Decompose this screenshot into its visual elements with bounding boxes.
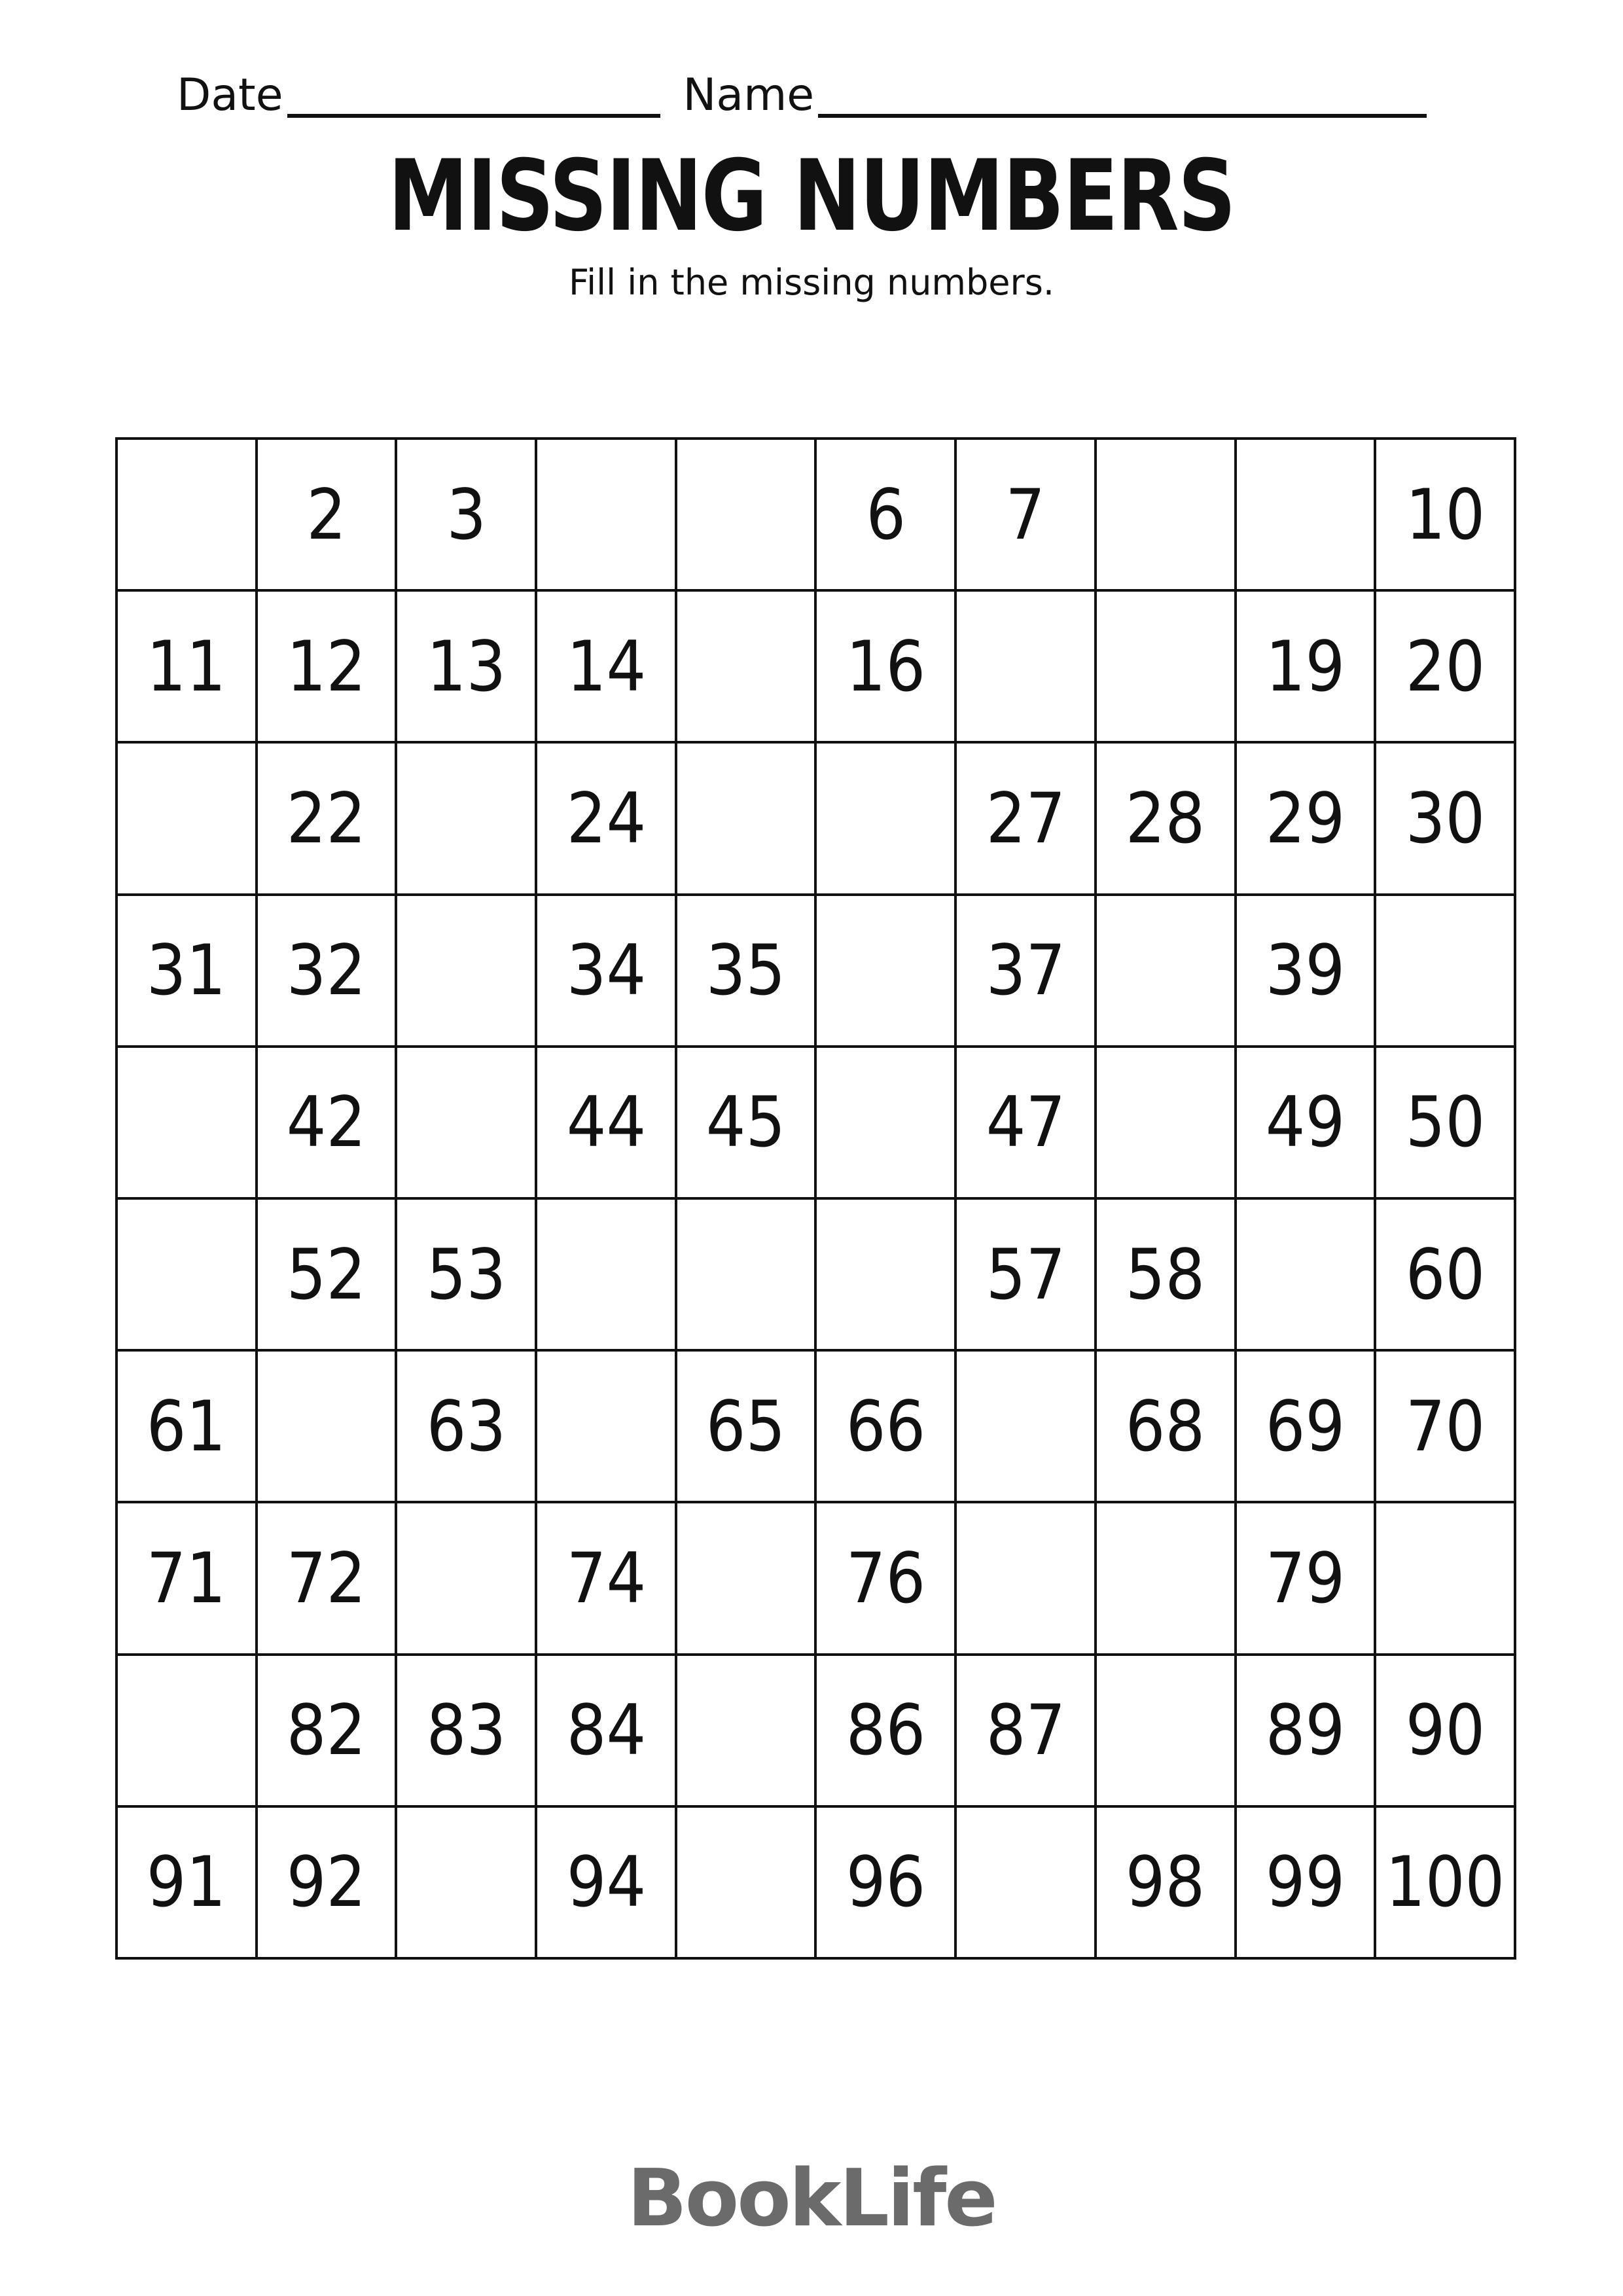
blank-number-cell[interactable] [1097,1503,1237,1655]
number-cell [118,1808,258,1960]
cell-number: 60 [1405,1234,1485,1315]
number-cell [817,592,957,744]
blank-number-cell[interactable] [1097,440,1237,592]
number-cell [1376,744,1516,895]
number-cell [677,896,817,1048]
number-cell [258,1200,398,1352]
number-cell [1237,1656,1377,1808]
cell-number: 47 [986,1082,1065,1163]
blank-number-cell[interactable] [677,744,817,895]
blank-number-cell[interactable] [537,1200,677,1352]
number-cell [258,440,398,592]
cell-number: 11 [147,626,226,707]
cell-number: 27 [986,778,1065,859]
blank-number-cell[interactable] [677,440,817,592]
page-title: MISSING NUMBERS [387,139,1235,253]
number-cell [118,592,258,744]
cell-number: 90 [1405,1690,1485,1771]
number-cell [817,1503,957,1655]
number-cell [258,896,398,1048]
cell-number: 58 [1126,1234,1205,1315]
blank-number-cell[interactable] [1376,896,1516,1048]
number-cell [957,440,1097,592]
number-cell [537,1656,677,1808]
cell-number: 72 [286,1537,366,1619]
number-cell [537,1503,677,1655]
number-cell [118,896,258,1048]
name-field[interactable] [818,63,1427,118]
hundred-grid [115,437,1516,1960]
booklife-logo: BookLife [627,2153,996,2244]
number-cell [957,1200,1097,1352]
cell-number: 52 [286,1234,366,1315]
cell-number: 45 [705,1082,786,1163]
cell-number: 12 [286,626,366,707]
date-field[interactable] [287,63,660,118]
blank-number-cell[interactable] [118,744,258,895]
blank-number-cell[interactable] [397,896,537,1048]
cell-number: 91 [147,1842,226,1923]
number-cell [537,1048,677,1200]
cell-number: 53 [426,1234,506,1315]
cell-number: 86 [846,1690,926,1771]
number-cell [397,1352,537,1503]
blank-number-cell[interactable] [397,744,537,895]
blank-number-cell[interactable] [1237,1200,1377,1352]
cell-number: 20 [1405,626,1485,707]
number-cell [1376,1352,1516,1503]
cell-number: 92 [286,1842,366,1923]
blank-number-cell[interactable] [957,1352,1097,1503]
blank-number-cell[interactable] [1097,1048,1237,1200]
cell-number: 57 [986,1234,1065,1315]
number-cell [957,1656,1097,1808]
cell-number: 7 [1005,474,1046,555]
number-cell [1376,440,1516,592]
cell-number: 50 [1405,1082,1485,1163]
cell-number: 22 [286,778,366,859]
cell-number: 89 [1265,1690,1346,1771]
blank-number-cell[interactable] [397,1048,537,1200]
cell-number: 87 [986,1690,1065,1771]
instructions: Fill in the missing numbers. [568,262,1055,303]
cell-number: 31 [147,930,226,1011]
number-cell [1237,1352,1377,1503]
number-cell [258,1808,398,1960]
number-cell [1376,1808,1516,1960]
number-cell [957,1048,1097,1200]
cell-number: 37 [986,930,1065,1011]
cell-number: 96 [846,1842,926,1923]
cell-number: 29 [1265,778,1346,859]
date-label: Date [177,69,283,121]
blank-number-cell[interactable] [1376,1503,1516,1655]
number-cell [1237,592,1377,744]
blank-number-cell[interactable] [537,1352,677,1503]
cell-number: 82 [286,1690,366,1771]
cell-number: 16 [846,626,926,707]
number-cell [397,1200,537,1352]
cell-number: 6 [865,474,906,555]
blank-number-cell[interactable] [677,1808,817,1960]
blank-number-cell[interactable] [118,440,258,592]
number-cell [118,1503,258,1655]
blank-number-cell[interactable] [677,592,817,744]
number-cell [1376,1048,1516,1200]
number-cell [817,1352,957,1503]
cell-number: 79 [1265,1537,1346,1619]
cell-number: 74 [566,1537,646,1619]
blank-number-cell[interactable] [957,592,1097,744]
blank-number-cell[interactable] [677,1200,817,1352]
blank-number-cell[interactable] [118,1200,258,1352]
blank-number-cell[interactable] [1097,592,1237,744]
cell-number: 98 [1126,1842,1205,1923]
number-cell [537,1808,677,1960]
blank-number-cell[interactable] [817,896,957,1048]
number-cell [677,1048,817,1200]
number-cell [397,1656,537,1808]
cell-number: 49 [1265,1082,1346,1163]
cell-number: 30 [1405,778,1485,859]
blank-number-cell[interactable] [397,1503,537,1655]
blank-number-cell[interactable] [258,1352,398,1503]
number-cell [817,1808,957,1960]
number-cell [1097,744,1237,895]
number-cell [258,1656,398,1808]
cell-number: 65 [705,1386,786,1467]
cell-number: 42 [286,1082,366,1163]
blank-number-cell[interactable] [817,1200,957,1352]
blank-number-cell[interactable] [957,1503,1097,1655]
number-cell [1097,1352,1237,1503]
cell-number: 84 [566,1690,646,1771]
cell-number: 44 [566,1082,646,1163]
cell-number: 69 [1265,1386,1346,1467]
blank-number-cell[interactable] [1097,896,1237,1048]
number-cell [537,744,677,895]
number-cell [1237,896,1377,1048]
cell-number: 94 [566,1842,646,1923]
cell-number: 66 [846,1386,926,1467]
cell-number: 3 [446,474,486,555]
number-cell [258,1048,398,1200]
cell-number: 35 [705,930,786,1011]
blank-number-cell[interactable] [537,440,677,592]
cell-number: 10 [1405,474,1485,555]
number-cell [1237,1048,1377,1200]
cell-number: 34 [566,930,646,1011]
blank-number-cell[interactable] [817,1048,957,1200]
number-cell [1097,1200,1237,1352]
blank-number-cell[interactable] [1097,1656,1237,1808]
cell-number: 14 [566,626,646,707]
number-cell [1376,592,1516,744]
cell-number: 13 [426,626,506,707]
number-cell [817,1656,957,1808]
cell-number: 100 [1385,1842,1505,1923]
number-cell [1237,1503,1377,1655]
blank-number-cell[interactable] [1237,440,1377,592]
cell-number: 99 [1265,1842,1346,1923]
blank-number-cell[interactable] [817,744,957,895]
cell-number: 32 [286,930,366,1011]
name-label: Name [683,69,815,121]
number-cell [258,744,398,895]
cell-number: 24 [566,778,646,859]
cell-number: 39 [1265,930,1346,1011]
cell-number: 61 [147,1386,226,1467]
cell-number: 71 [147,1537,226,1619]
number-cell [1376,1656,1516,1808]
number-cell [817,440,957,592]
cell-number: 70 [1405,1386,1485,1467]
number-cell [1237,1808,1377,1960]
number-cell [677,1352,817,1503]
blank-number-cell[interactable] [677,1503,817,1655]
cell-number: 28 [1126,778,1205,859]
number-cell [118,1352,258,1503]
number-cell [1376,1200,1516,1352]
number-cell [258,592,398,744]
number-cell [397,592,537,744]
blank-number-cell[interactable] [118,1656,258,1808]
number-cell [258,1503,398,1655]
number-cell [1237,744,1377,895]
number-cell [397,440,537,592]
number-cell [957,744,1097,895]
number-cell [537,592,677,744]
blank-number-cell[interactable] [397,1808,537,1960]
cell-number: 63 [426,1386,506,1467]
cell-number: 19 [1265,626,1346,707]
cell-number: 76 [846,1537,926,1619]
number-cell [1097,1808,1237,1960]
blank-number-cell[interactable] [957,1808,1097,1960]
cell-number: 83 [426,1690,506,1771]
blank-number-cell[interactable] [677,1656,817,1808]
number-cell [957,896,1097,1048]
cell-number: 68 [1126,1386,1205,1467]
header-fields [177,52,1446,121]
number-cell [537,896,677,1048]
blank-number-cell[interactable] [118,1048,258,1200]
cell-number: 2 [306,474,346,555]
